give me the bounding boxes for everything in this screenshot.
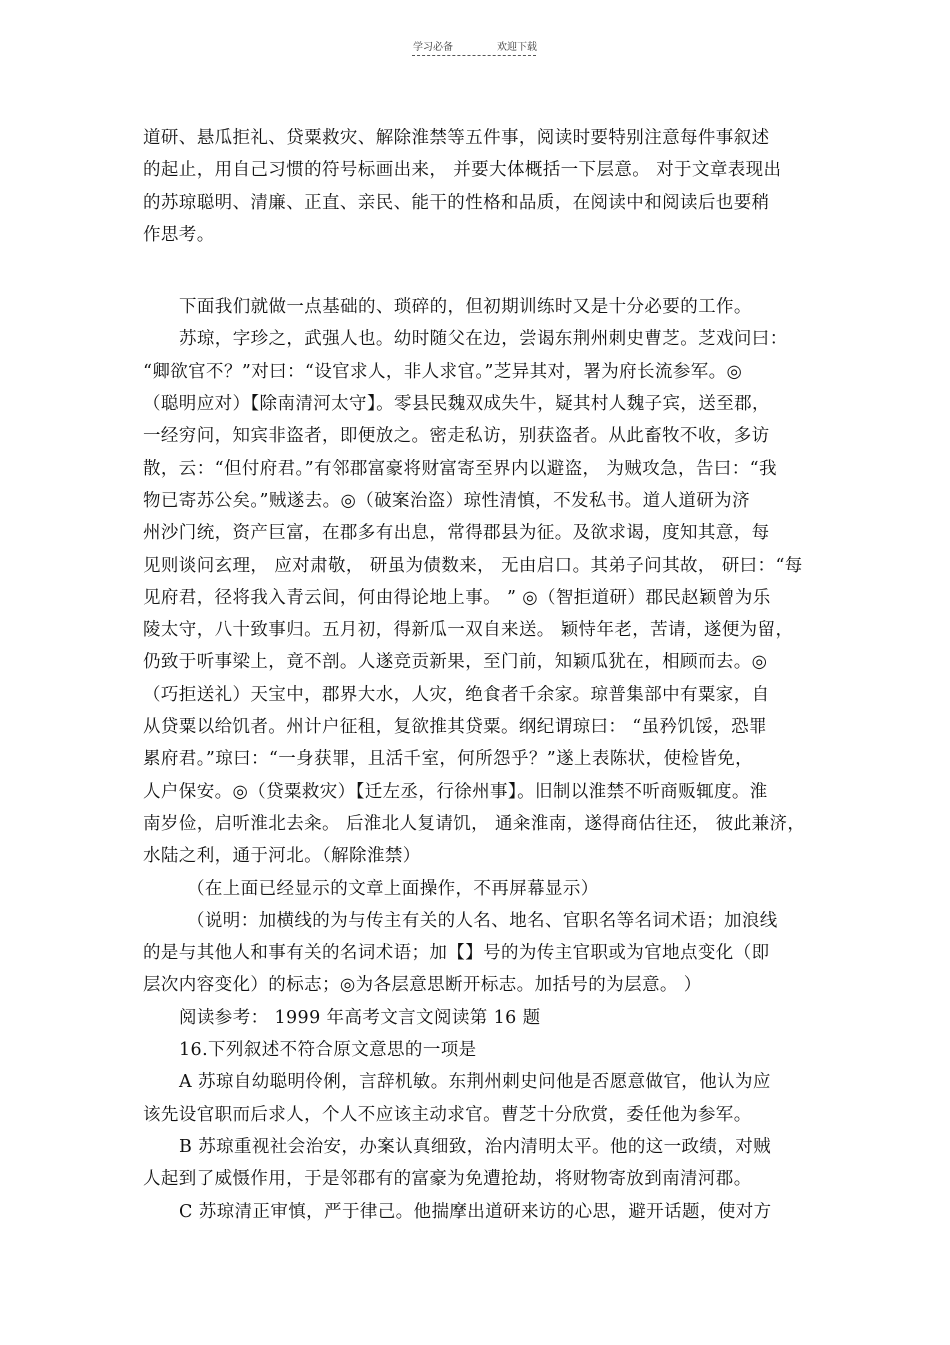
passage-line: 从贷粟以给饥者。州计户征租，复欲推其贷粟。纲纪谓琼曰： “虽矜饥馁，恐罪: [143, 717, 767, 738]
passage-line: 物已寄苏公矣。”贼遂去。◎（破案治盗）琼性清慎，不发私书。道人道研为济: [143, 490, 750, 511]
header-right-text: 欢迎下载: [497, 42, 537, 53]
document-body: [143, 122, 823, 1228]
passage-line: “卿欲官不？”对曰：“设官求人，非人求官。”芝异其对，署为府长流参军。◎: [143, 361, 743, 382]
option-b-line: B 苏琼重视社会治安，办案认真细致，治内清明太平。他的这一政绩，对贼: [179, 1136, 772, 1157]
option-a-line: 该先设官职而后求人，个人不应该主动求官。曹芝十分欣赏，委任他为参军。: [143, 1104, 752, 1125]
passage-line: 仍致于听事梁上，竟不剖。人遂竞贡新果，至门前，知颖瓜犹在，相顾而去。◎: [143, 652, 768, 673]
intro-line: 道研、悬瓜拒礼、贷粟救灾、解除淮禁等五件事，阅读时要特别注意每件事叙述: [143, 128, 770, 148]
passage-line: 人户保安。◎（贷粟救灾）【迁左丞，行徐州事】。旧制以淮禁不听商贩辄度。淮: [143, 781, 768, 802]
header-left-text: 学习必备: [413, 42, 453, 53]
passage-line: 苏琼，字珍之，武强人也。幼时随父在边，尝谒东荆州刺史曹芝。芝戏问曰：: [179, 329, 788, 350]
question-stem: 16.下列叙述不符合原文意思的一项是: [179, 1040, 477, 1061]
header-divider: [412, 55, 536, 56]
intro-line: 的苏琼聪明、清廉、正直、亲民、能干的性格和品质，在阅读中和阅读后也要稍: [143, 192, 770, 213]
passage-line: 见府君，径将我入青云间，何由得论地上事。 ” ◎（智拒道研）郡民赵颖曾为乐: [143, 587, 771, 608]
passage-line: （巧拒送礼）天宝中，郡界大水，人灾，绝食者千余家。琼普集部中有粟家，自: [143, 684, 770, 705]
note-line: 的是与其他人和事有关的名词术语；加【】号的为传主官职或为官地点变化（即: [143, 943, 770, 964]
reading-reference: 阅读参考： 1999 年高考文言文阅读第 16 题: [179, 1007, 541, 1028]
passage-line: 水陆之利，通于河北。（解除淮禁）: [143, 846, 421, 867]
passage-line: 见则谈问玄理， 应对肃敬， 研虽为债数来， 无由启口。其弟子问其故， 研曰：“每: [143, 555, 803, 576]
passage-line: 南岁俭，启听淮北去籴。 后淮北人复请饥， 通籴淮南，遂得商估往还， 彼此兼济，: [143, 813, 806, 834]
option-a-line: A 苏琼自幼聪明伶俐，言辞机敏。东荆州刺史问他是否愿意做官，他认为应: [179, 1072, 771, 1093]
option-b-line: 人起到了威慑作用，于是邻郡有的富豪为免遭抢劫，将财物寄放到南清河郡。: [143, 1169, 752, 1190]
lead-line: 下面我们就做一点基础的、琐碎的，但初期训练时又是十分必要的工作。: [179, 297, 752, 318]
page-header: [0, 38, 950, 53]
passage-line: 累府君。”琼曰：“一身获罪，且活千室，何所怨乎？”遂上表陈状，使检皆免，: [143, 749, 753, 770]
intro-line: 作思考。: [143, 224, 215, 245]
option-c-line: C 苏琼清正审慎，严于律己。他揣摩出道研来访的心思，避开话题，使对方: [179, 1201, 772, 1222]
note-line: 层次内容变化）的标志；◎为各层意思断开标志。加括号的为层意。 ）: [143, 975, 702, 996]
note-screen: （在上面已经显示的文章上面操作，不再屏幕显示）: [187, 878, 599, 899]
passage-line: 一经穷问，知宾非盗者，即便放之。密走私访，别获盗者。从此畜牧不收，多访: [143, 426, 770, 447]
passage-line: 陵太守，八十致事归。五月初，得新瓜一双自来送。 颖恃年老，苦请，遂便为留，: [143, 620, 794, 641]
note-line: （说明：加横线的为与传主有关的人名、地名、官职名等名词术语；加浪线: [187, 910, 778, 931]
passage-line: 州沙门统，资产巨富，在郡多有出息，常得郡县为征。及欲求谒，度知其意，每: [143, 523, 770, 544]
passage-line: 散，云：“但付府君。”有邻郡富豪将财富寄至界内以避盗， 为贼攻急，告曰：“我: [143, 458, 777, 479]
intro-line: 的起止，用自己习惯的符号标画出来， 并要大体概括一下层意。 对于文章表现出: [143, 160, 782, 181]
passage-line: （聪明应对）【除南清河太守】。零县民魏双成失牛，疑其村人魏子宾，送至郡，: [143, 394, 770, 415]
